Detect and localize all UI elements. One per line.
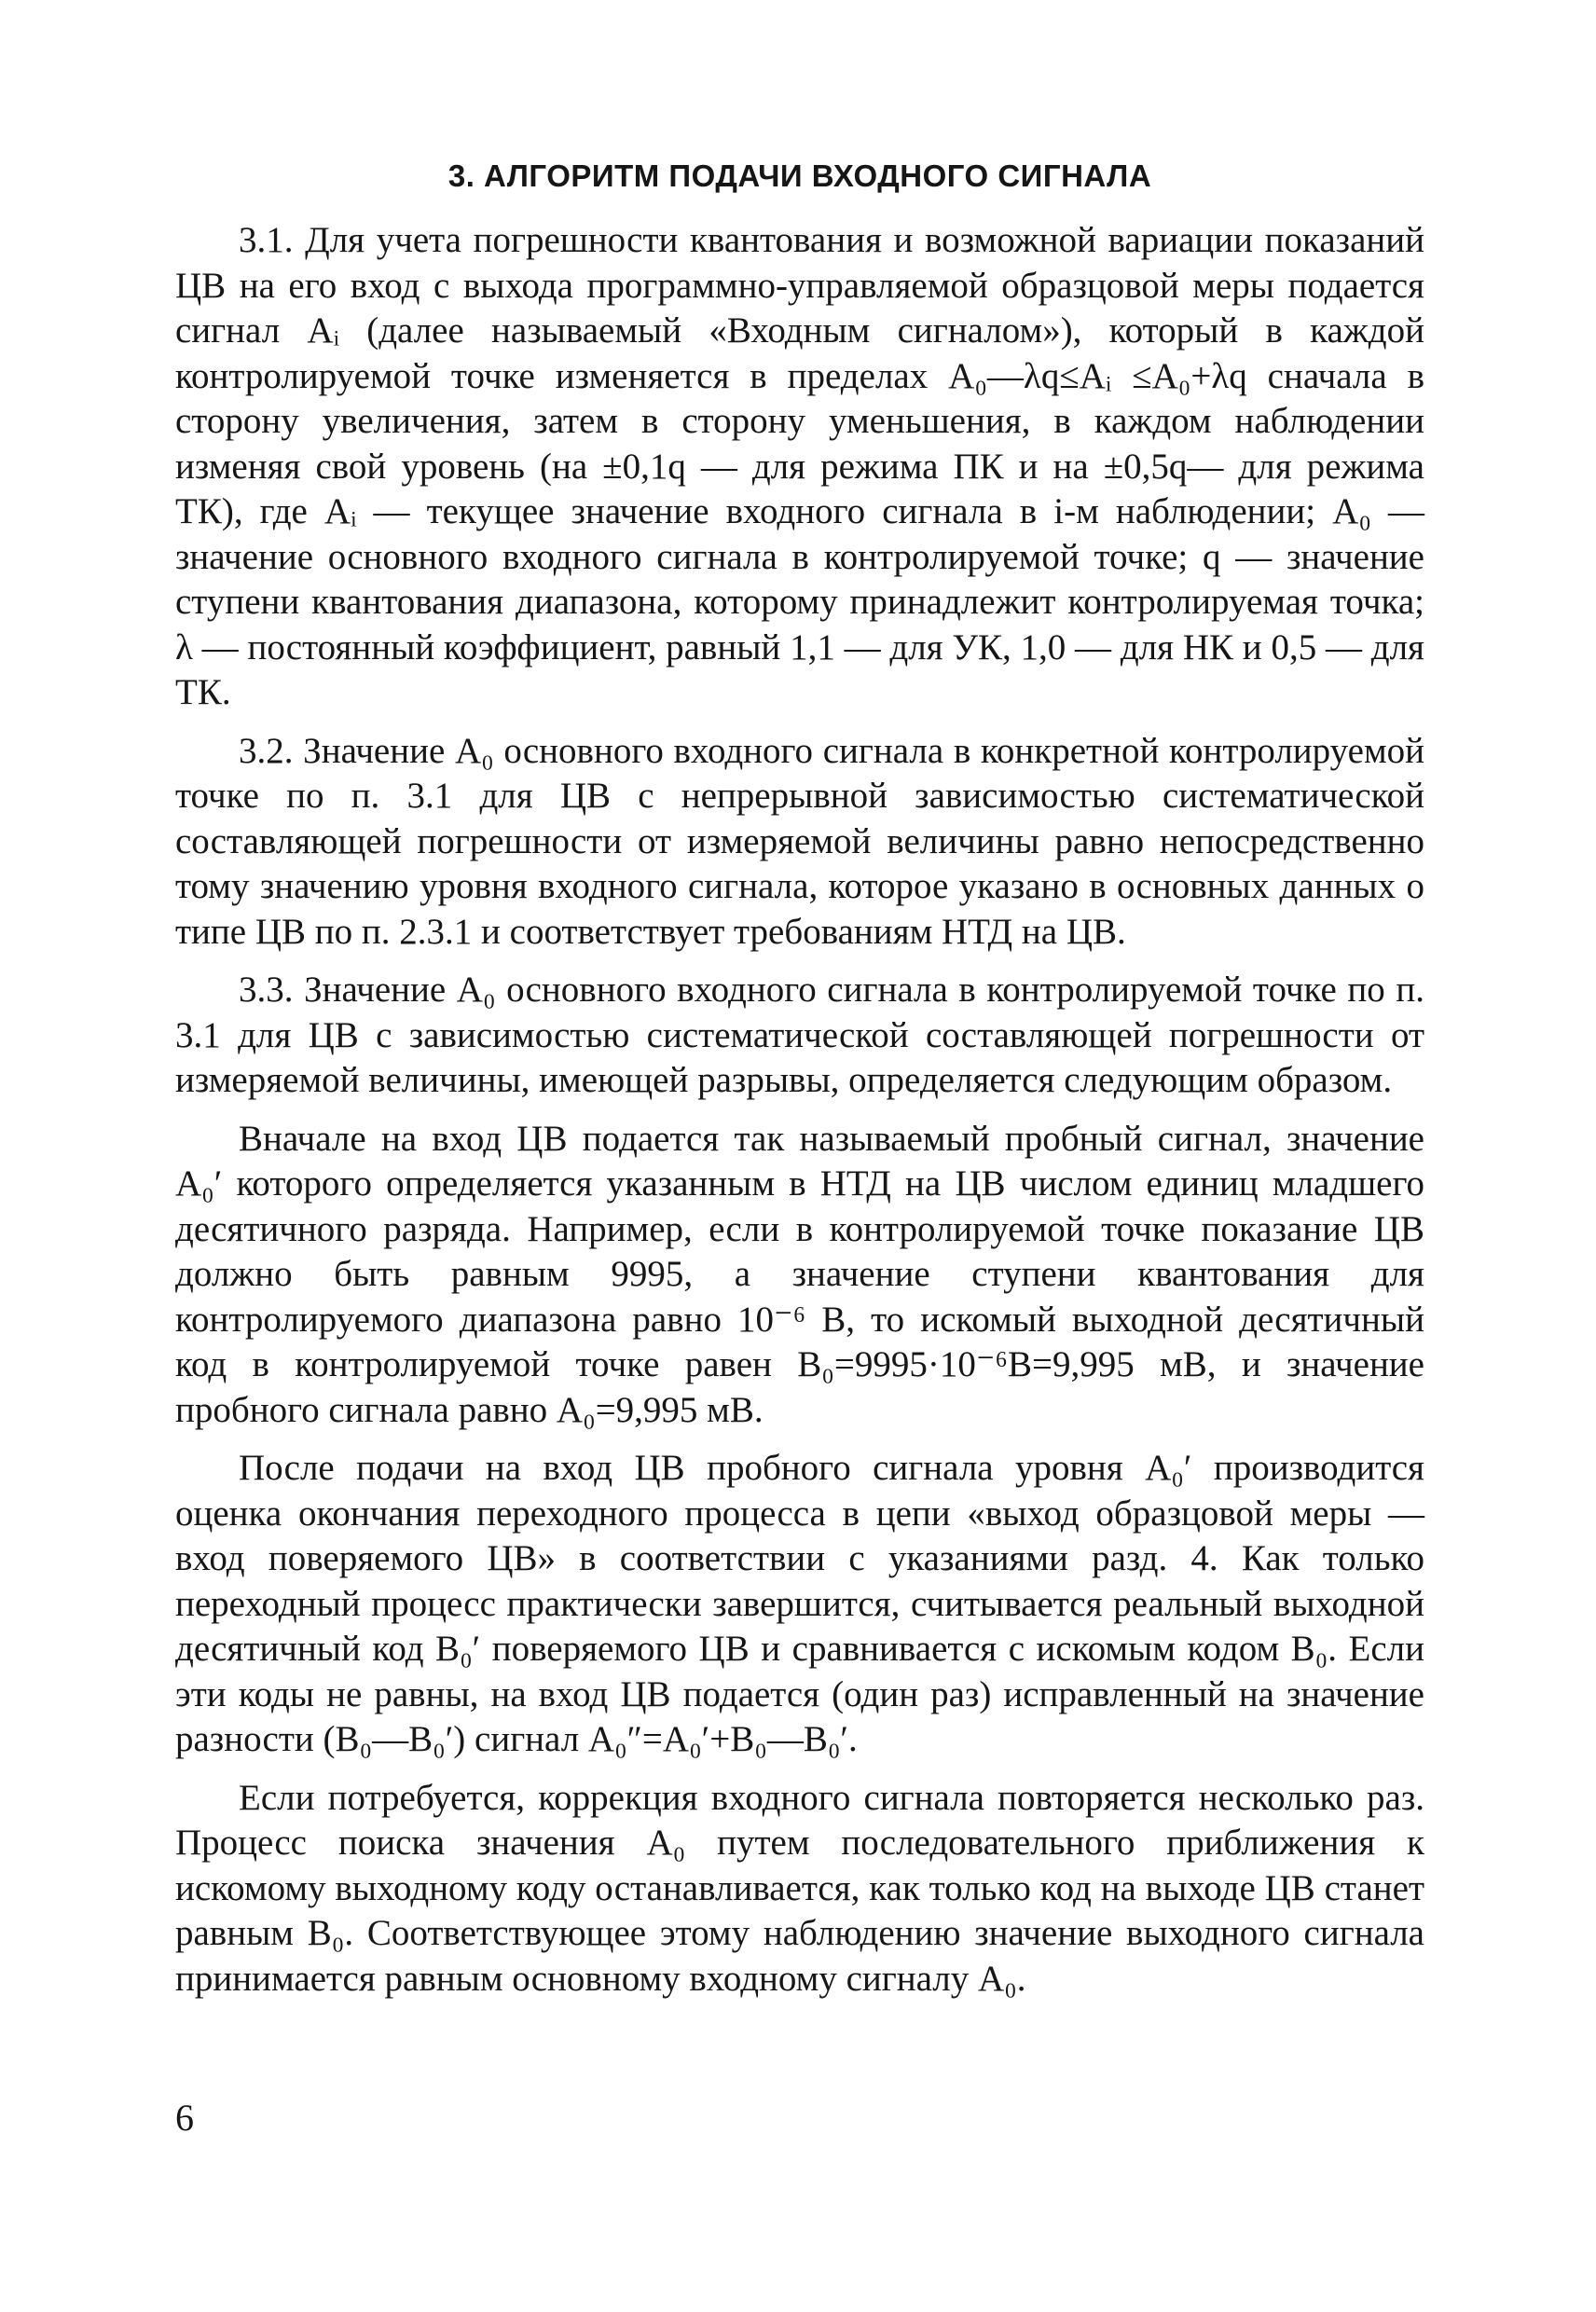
paragraph-3-3: 3.3. Значение A₀ основного входного сигнала в контролируемой точке по п. 3.1 для ЦВ с зависимостью систематической составляющей погрешности от измеряемой величины, имеющей разрывы, определяется следующим образом.: [175, 970, 1424, 1100]
page-number: 6: [175, 2097, 194, 2139]
paragraph-3-1: 3.1. Для учета погрешности квантования и возможной вариации показаний ЦВ на его вход с выхода программно-управляемой образцовой меры подается сигнал Aᵢ (далее называемый «Входным сигналом»), который в каждой контролируемой точке изменяется в пределах A₀—λq≤Aᵢ ≤A₀+λq сначала в сторону увеличения, затем в сторону уменьшения, в каждом наблюдении изменяя свой уровень (на ±0,1q — для режима ПК и на ±0,5q— для режима ТК), где Aᵢ — текущее значение входного сигнала в i-м наблюдении; A₀ — значение основного входного сигнала в контролируемой точке; q — значение ступени квантования диапазона, которому принадлежит контролируемая точка; λ — постоянный коэффициент, равный 1,1 — для УК, 1,0 — для НК и 0,5 — для ТК.: [175, 220, 1424, 712]
section-title: 3. АЛГОРИТМ ПОДАЧИ ВХОДНОГО СИГНАЛА: [447, 158, 1152, 193]
paragraph-transient-check: После подачи на вход ЦВ пробного сигнала уровня A₀′ производится оценка окончания переходного процесса в цепи «выход образцовой меры — вход поверяемого ЦВ» в соответствии с указаниями разд. 4. Как только переходный процесс практически завершится, считывается реальный выходной десятичный код B₀′ поверяемого ЦВ и сравнивается с искомым кодом B₀. Если эти коды не равны, на вход ЦВ подается (один раз) исправленный на значение разности (B₀—B₀′) сигнал A₀″=A₀′+B₀—B₀′.: [175, 1448, 1424, 1759]
paragraph-3-2: 3.2. Значение A₀ основного входного сигнала в конкретной контролируемой точке по п. 3.1 для ЦВ с непрерывной зависимостью систематической составляющей погрешности от измеряемой величины равно непосредственно тому значению уровня входного сигнала, которое указано в основных данных о типе ЦВ по п. 2.3.1 и соответствует требованиям НТД на ЦВ.: [175, 730, 1424, 952]
paragraph-probe-signal: Вначале на вход ЦВ подается так называемый пробный сигнал, значение A₀′ которого определяется указанным в НТД на ЦВ числом единиц младшего десятичного разряда. Например, если в контролируемой точке показание ЦВ должно быть равным 9995, а значение ступени квантования для контролируемого диапазона равно 10⁻⁶ В, то искомый выходной десятичный код в контролируемой точке равен B₀=9995·10⁻⁶В=9,995 мВ, и значение пробного сигнала равно A₀=9,995 мВ.: [175, 1118, 1424, 1430]
page-content: [175, 158, 1424, 2013]
paragraph-correction: Если потребуется, коррекция входного сигнала повторяется несколько раз. Процесс поиска значения A₀ путем последовательного приближения к искомому выходному коду останавливается, как только код на выходе ЦВ станет равным B₀. Соответствующее этому наблюдению значение выходного сигнала принимается равным основному входному сигналу A₀.: [175, 1777, 1424, 1999]
